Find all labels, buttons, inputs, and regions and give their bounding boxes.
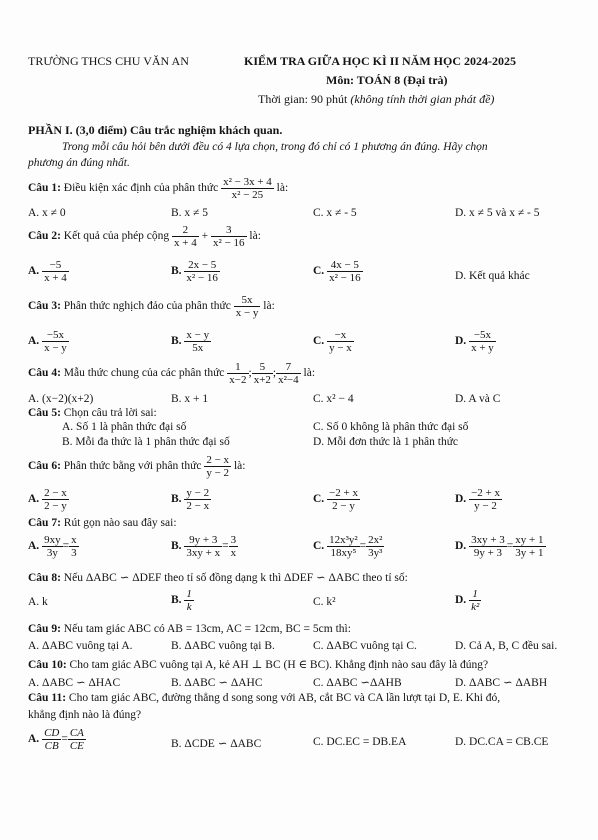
q2-option-b[interactable]: [171, 259, 220, 284]
q4-option-d[interactable]: D. A và C: [455, 393, 501, 405]
q8-option-a[interactable]: A. k: [28, 596, 48, 608]
question-label: Câu 10:: [28, 659, 67, 671]
fraction: $\frac{CA}{CE}$: [69, 727, 84, 753]
q2-option-a[interactable]: [28, 259, 69, 284]
option-letter: B.: [171, 335, 182, 348]
q8-option-b[interactable]: [171, 588, 194, 613]
q9-option-d[interactable]: D. Cả A, B, C đều sai.: [455, 640, 558, 652]
option-letter: D.: [455, 540, 467, 553]
fraction: $\frac{2 - x}{2 - y}$: [44, 487, 67, 513]
q3-option-a[interactable]: [28, 329, 69, 354]
q3-option-b[interactable]: [171, 329, 211, 354]
q7-option-d[interactable]: [455, 534, 546, 559]
q1-option-a[interactable]: A. x ≠ 0: [28, 207, 66, 219]
question-3: [28, 294, 275, 319]
q5-option-a[interactable]: A. Số 1 là phân thức đại số: [62, 421, 187, 433]
fraction: $\frac{-5x}{x + y}$: [471, 329, 494, 355]
q1-option-b[interactable]: B. x ≠ 5: [171, 207, 208, 219]
q6-option-d[interactable]: [455, 487, 502, 512]
q6-option-a[interactable]: [28, 487, 69, 512]
q6-option-c[interactable]: [313, 487, 360, 512]
part1-instructions-1: Trong mỗi câu hỏi bên dưới đều có 4 lựa chọn, trong đó chỉ có 1 phương án đúng. Hãy chọn: [62, 141, 488, 153]
q9-option-a[interactable]: A. ΔABC vuông tại A.: [28, 640, 133, 652]
q2-option-d[interactable]: D. Kết quả khác: [455, 270, 530, 282]
fraction: $\frac{2}{x + 4}$: [174, 224, 197, 250]
question-text: Điều kiện xác định của phân thức: [63, 182, 219, 195]
q7-option-b[interactable]: [171, 534, 238, 559]
option-letter: B.: [171, 265, 182, 278]
fraction: $\frac{CD}{CB}$: [44, 727, 60, 753]
question-7: [28, 517, 177, 529]
fraction: $\frac{9y + 3}{3xy + x}$: [186, 534, 221, 560]
question-1: [28, 176, 288, 201]
separator: ;: [272, 367, 277, 380]
question-label: Câu 3:: [28, 300, 61, 313]
question-label: Câu 5:: [28, 407, 61, 419]
question-text: Cho tam giác ABC, đường thẳng d song song với AB, cắt BC và CA lần lượt tại D, E. Khi đó,: [68, 692, 501, 704]
equals-sign: =: [506, 540, 514, 553]
part1-title: PHẦN I. (3,0 điểm) Câu trắc nghiệm khách quan.: [28, 123, 283, 137]
q4-option-c[interactable]: C. x² − 4: [313, 393, 354, 405]
fraction: $\frac{3xy + 3}{9y + 3}$: [471, 534, 505, 560]
q11-option-d[interactable]: D. DC.CA = CB.CE: [455, 736, 549, 748]
question-label: Câu 8:: [28, 572, 61, 584]
option-letter: C.: [313, 265, 325, 278]
option-letter: C.: [313, 540, 325, 553]
q8-option-d[interactable]: [455, 588, 481, 613]
question-8: [28, 570, 408, 584]
question-text: Rút gọn nào sau đây sai:: [63, 517, 177, 529]
question-label: Câu 7:: [28, 517, 61, 529]
equals-sign: =: [61, 733, 68, 746]
q10-option-c[interactable]: C. ΔABC ∽ΔAHB: [313, 677, 402, 689]
time-label: Thời gian: 90 phút: [258, 92, 348, 106]
part1-instructions-2: phương án đúng nhất.: [28, 157, 130, 169]
question-tail: là:: [233, 460, 246, 473]
fraction: $\frac{-2 + x}{2 - y}$: [329, 487, 358, 513]
fraction: $\frac{1}{k}$: [186, 588, 192, 614]
fraction: $\frac{x - y}{5x}$: [186, 329, 210, 355]
question-label: Câu 2:: [28, 230, 61, 243]
question-tail: là:: [303, 367, 316, 380]
question-tail: là:: [263, 300, 275, 313]
question-label: Câu 4:: [28, 367, 61, 380]
q2-option-c[interactable]: [313, 259, 363, 284]
option-letter: C.: [313, 335, 325, 348]
question-text: Cho tam giác ABC vuông tại A, kẻ AH ⊥ BC (H ∈ BC). Khẳng định nào sau đây là đúng?: [69, 659, 489, 671]
question-label: Câu 11:: [28, 692, 67, 704]
question-text: Kết quả của phép cộng: [63, 230, 170, 243]
fraction: $\frac{2 - x}{y - 2}$: [206, 454, 230, 480]
q5-option-d[interactable]: D. Mỗi đơn thức là 1 phân thức: [313, 436, 459, 448]
fraction: $\frac{\text{2x²}}{\text{3y³}}$: [368, 534, 383, 560]
option-letter: A.: [28, 540, 40, 553]
question-6: [28, 454, 245, 479]
fraction: $\frac{1}{\text{k²}}$: [471, 588, 480, 614]
q4-option-a[interactable]: A. (x−2)(x+2): [28, 393, 94, 405]
q11-option-b[interactable]: B. ΔCDE ∽ ΔABC: [171, 738, 262, 750]
question-11: [28, 692, 500, 704]
q10-option-b[interactable]: B. ΔABC ∽ ΔAHC: [171, 677, 263, 689]
fraction: $\frac{-2 + x}{y - 2}$: [471, 487, 500, 513]
option-letter: A.: [28, 733, 40, 746]
option-letter: B.: [171, 594, 182, 607]
q7-option-c[interactable]: [313, 534, 384, 559]
option-letter: B.: [171, 540, 182, 553]
fraction: $\frac{3}{\text{x² − 16}}$: [213, 224, 245, 250]
question-label: Câu 9:: [28, 623, 61, 635]
q5-option-c[interactable]: C. Số 0 không là phân thức đại số: [313, 421, 469, 433]
plus-sign: +: [201, 230, 209, 243]
q3-option-c[interactable]: [313, 329, 354, 354]
fraction: $\frac{-x}{y - x}$: [329, 329, 352, 355]
question-text: Nếu tam giác ABC có AB = 13cm, AC = 12cm, BC = 5cm thì:: [63, 623, 351, 635]
q8-option-c[interactable]: C. k²: [313, 596, 336, 608]
equals-sign: =: [222, 540, 229, 553]
q10-option-d[interactable]: D. ΔABC ∽ ΔABH: [455, 677, 548, 689]
school-name: TRƯỜNG THCS CHU VĂN AN: [28, 54, 189, 68]
question-5: [28, 407, 157, 419]
fraction: $\frac{5}{x+2}$: [253, 361, 271, 387]
separator: ;: [248, 367, 252, 380]
option-letter: B.: [171, 493, 182, 506]
fraction: $\frac{9xy}{3y}$: [44, 534, 61, 560]
q9-option-b[interactable]: B. ΔABC vuông tại B.: [171, 640, 275, 652]
question-10: [28, 657, 488, 671]
option-letter: D.: [455, 493, 467, 506]
q5-option-b[interactable]: B. Mỗi đa thức là 1 phân thức đại số: [62, 436, 230, 448]
fraction: $\frac{7}{\text{x²−4}}$: [278, 361, 299, 387]
option-letter: A.: [28, 493, 40, 506]
fraction: $\frac{xy + 1}{3y + 1}$: [515, 534, 544, 560]
fraction: $\frac{\text{x² − 3x + 4}}{\text{x² − 25}}$: [223, 176, 272, 202]
q1-option-d[interactable]: D. x ≠ 5 và x ≠ - 5: [455, 207, 540, 219]
fraction: $\frac{5x}{x - y}$: [235, 294, 259, 320]
exam-title: KIỂM TRA GIỮA HỌC KÌ II NĂM HỌC 2024-2025: [244, 54, 517, 68]
q3-option-d[interactable]: [455, 329, 496, 354]
q11-option-c[interactable]: C. DC.EC = DB.EA: [313, 736, 407, 748]
fraction: $\frac{-5}{x + 4}$: [44, 259, 67, 285]
question-4: [28, 361, 315, 386]
q10-option-a[interactable]: A. ΔABC ∽ ΔHAC: [28, 677, 121, 689]
q11-option-a[interactable]: [28, 727, 86, 752]
q1-option-c[interactable]: C. x ≠ - 5: [313, 207, 357, 219]
exam-subject: Môn: TOÁN 8 (Đại trà): [326, 73, 448, 87]
fraction: $\frac{\text{12x³y²}}{\text{18xy⁵}}$: [329, 534, 358, 560]
question-11-continued: khẳng định nào là đúng?: [28, 709, 142, 721]
fraction: $\frac{-5x}{x - y}$: [44, 329, 67, 355]
q6-option-b[interactable]: [171, 487, 211, 512]
option-letter: D.: [455, 594, 467, 607]
question-label: Câu 1:: [28, 182, 61, 195]
question-tail: là:: [249, 230, 261, 243]
fraction: $\frac{1}{x-2}$: [229, 361, 247, 387]
equals-sign: =: [62, 540, 70, 553]
question-label: Câu 6:: [28, 460, 61, 473]
time-note: (không tính thời gian phát đề): [350, 92, 495, 106]
question-tail: là:: [276, 182, 289, 195]
question-text: Nếu ΔABC ∽ ΔDEF theo tỉ số đồng dạng k thì ΔDEF ∽ ΔABC theo tỉ số:: [63, 572, 408, 584]
q9-option-c[interactable]: C. ΔABC vuông tại C.: [313, 640, 417, 652]
question-text: Mẫu thức chung của các phân thức: [63, 367, 225, 380]
question-text: Phân thức nghịch đảo của phân thức: [63, 300, 231, 313]
fraction: $\frac{x}{3}$: [71, 534, 77, 560]
fraction: $\frac{4x - 5}{\text{x² − 16}}$: [329, 259, 361, 285]
option-letter: D.: [455, 335, 467, 348]
option-letter: A.: [28, 335, 40, 348]
question-2: [28, 224, 261, 249]
option-letter: C.: [313, 493, 325, 506]
question-text: Phân thức bằng với phân thức: [63, 460, 202, 473]
q4-option-b[interactable]: B. x + 1: [171, 393, 209, 405]
question-9: [28, 623, 351, 635]
fraction: $\frac{3}{x}$: [230, 534, 237, 560]
question-text: Chọn câu trả lời sai:: [63, 407, 157, 419]
exam-time: [258, 92, 494, 107]
equals-sign: =: [359, 540, 367, 553]
option-letter: A.: [28, 265, 40, 278]
fraction: $\frac{2x - 5}{\text{x² − 16}}$: [186, 259, 218, 285]
q7-option-a[interactable]: [28, 534, 79, 559]
fraction: $\frac{y - 2}{2 - x}$: [186, 487, 210, 513]
